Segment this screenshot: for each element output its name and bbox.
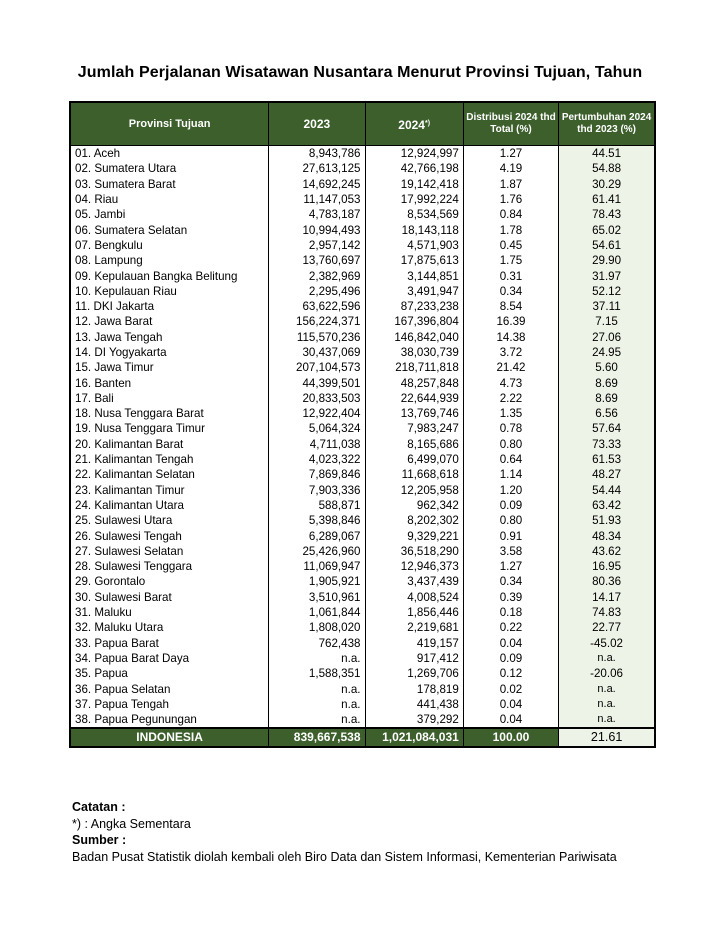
cell-2023: 7,903,336 — [269, 483, 365, 498]
cell-growth: n.a. — [559, 697, 655, 712]
header-2024-mark: *) — [424, 119, 431, 127]
cell-province: 01. Aceh — [70, 146, 269, 162]
cell-province: 16. Banten — [70, 375, 269, 390]
page-title: Jumlah Perjalanan Wisatawan Nusantara Menurut Provinsi Tujuan, Tahun — [77, 64, 643, 81]
cell-province: 11. DKI Jakarta — [70, 299, 269, 314]
cell-growth: 48.27 — [559, 467, 655, 482]
cell-province: 34. Papua Barat Daya — [70, 651, 269, 666]
cell-2024: 8,165,686 — [365, 437, 463, 452]
cell-growth: 5.60 — [559, 360, 655, 375]
table-row — [70, 712, 655, 728]
cell-2024: 1,269,706 — [365, 666, 463, 681]
cell-distribution: 0.80 — [463, 437, 558, 452]
cell-growth: n.a. — [559, 681, 655, 696]
cell-2024: 17,875,613 — [365, 253, 463, 268]
cell-province: 17. Bali — [70, 391, 269, 406]
cell-2024: 18,143,118 — [365, 222, 463, 237]
cell-2024: 11,668,618 — [365, 467, 463, 482]
cell-province: 06. Sumatera Selatan — [70, 222, 269, 237]
total-2024: 1,021,084,031 — [365, 728, 463, 747]
cell-growth: 54.88 — [559, 161, 655, 176]
cell-province: 35. Papua — [70, 666, 269, 681]
cell-province: 04. Riau — [70, 192, 269, 207]
cell-growth: 24.95 — [559, 345, 655, 360]
cell-distribution: 0.04 — [463, 697, 558, 712]
cell-distribution: 2.22 — [463, 391, 558, 406]
cell-growth: 16.95 — [559, 559, 655, 574]
cell-2023: n.a. — [269, 681, 365, 696]
sumber-text: Badan Pusat Statistik diolah kembali oleh Biro Data dan Sistem Informasi, Kementerian Pariwisata — [72, 849, 617, 864]
cell-province: 31. Maluku — [70, 605, 269, 620]
total-label: INDONESIA — [70, 728, 269, 747]
table-row — [70, 605, 655, 620]
cell-2024: 48,257,848 — [365, 375, 463, 390]
table-row — [70, 651, 655, 666]
cell-province: 22. Kalimantan Selatan — [70, 467, 269, 482]
cell-distribution: 0.09 — [463, 651, 558, 666]
table-row — [70, 483, 655, 498]
cell-growth: 37.11 — [559, 299, 655, 314]
cell-2023: 25,426,960 — [269, 544, 365, 559]
cell-growth: 78.43 — [559, 207, 655, 222]
cell-distribution: 1.75 — [463, 253, 558, 268]
cell-growth: 27.06 — [559, 330, 655, 345]
cell-growth: 8.69 — [559, 391, 655, 406]
cell-2023: 11,069,947 — [269, 559, 365, 574]
cell-2024: 218,711,818 — [365, 360, 463, 375]
cell-province: 05. Jambi — [70, 207, 269, 222]
cell-2024: 38,030,739 — [365, 345, 463, 360]
cell-2023: 5,064,324 — [269, 421, 365, 436]
cell-distribution: 0.80 — [463, 513, 558, 528]
cell-distribution: 0.09 — [463, 498, 558, 513]
cell-province: 10. Kepulauan Riau — [70, 284, 269, 299]
header-growth: Pertumbuhan 2024 thd 2023 (%) — [559, 102, 655, 146]
cell-province: 25. Sulawesi Utara — [70, 513, 269, 528]
cell-province: 19. Nusa Tenggara Timur — [70, 421, 269, 436]
cell-growth: -20.06 — [559, 666, 655, 681]
table-row — [70, 161, 655, 176]
table-row — [70, 452, 655, 467]
cell-distribution: 0.91 — [463, 528, 558, 543]
cell-province: 08. Lampung — [70, 253, 269, 268]
table-row — [70, 375, 655, 390]
cell-2023: 20,833,503 — [269, 391, 365, 406]
cell-growth: 8.69 — [559, 375, 655, 390]
cell-distribution: 0.64 — [463, 452, 558, 467]
cell-distribution: 4.73 — [463, 375, 558, 390]
cell-distribution: 21.42 — [463, 360, 558, 375]
cell-province: 36. Papua Selatan — [70, 681, 269, 696]
cell-distribution: 1.76 — [463, 192, 558, 207]
table-row — [70, 299, 655, 314]
cell-2024: 19,142,418 — [365, 177, 463, 192]
cell-2023: 44,399,501 — [269, 375, 365, 390]
cell-2023: 115,570,236 — [269, 330, 365, 345]
table-row — [70, 666, 655, 681]
table-row — [70, 238, 655, 253]
table-row — [70, 345, 655, 360]
cell-2023: n.a. — [269, 697, 365, 712]
cell-2024: 42,766,198 — [365, 161, 463, 176]
cell-distribution: 0.84 — [463, 207, 558, 222]
cell-2023: 207,104,573 — [269, 360, 365, 375]
cell-2024: 441,438 — [365, 697, 463, 712]
cell-province: 26. Sulawesi Tengah — [70, 528, 269, 543]
cell-2023: 4,783,187 — [269, 207, 365, 222]
table-row — [70, 146, 655, 162]
cell-2024: 7,983,247 — [365, 421, 463, 436]
cell-province: 32. Maluku Utara — [70, 620, 269, 635]
total-row — [70, 728, 655, 747]
cell-2024: 12,924,997 — [365, 146, 463, 162]
header-2024 — [365, 102, 463, 146]
cell-distribution: 0.04 — [463, 712, 558, 728]
cell-2024: 4,008,524 — [365, 590, 463, 605]
cell-province: 07. Bengkulu — [70, 238, 269, 253]
cell-2023: 762,438 — [269, 636, 365, 651]
cell-province: 29. Gorontalo — [70, 574, 269, 589]
cell-growth: 61.53 — [559, 452, 655, 467]
cell-2024: 36,518,290 — [365, 544, 463, 559]
table-row — [70, 406, 655, 421]
cell-2023: 8,943,786 — [269, 146, 365, 162]
cell-growth: 65.02 — [559, 222, 655, 237]
cell-2024: 12,946,373 — [365, 559, 463, 574]
cell-distribution: 1.78 — [463, 222, 558, 237]
table-row — [70, 330, 655, 345]
cell-2023: 588,871 — [269, 498, 365, 513]
cell-growth: 54.44 — [559, 483, 655, 498]
table-row — [70, 574, 655, 589]
cell-province: 30. Sulawesi Barat — [70, 590, 269, 605]
cell-2024: 962,342 — [365, 498, 463, 513]
cell-growth: 51.93 — [559, 513, 655, 528]
sumber-label: Sumber : — [72, 833, 127, 847]
cell-2023: 12,922,404 — [269, 406, 365, 421]
table-row — [70, 467, 655, 482]
cell-distribution: 0.78 — [463, 421, 558, 436]
total-distribution: 100.00 — [463, 728, 558, 747]
cell-2024: 8,202,302 — [365, 513, 463, 528]
cell-growth: 54.61 — [559, 238, 655, 253]
cell-distribution: 0.12 — [463, 666, 558, 681]
table-row — [70, 360, 655, 375]
cell-2023: 2,382,969 — [269, 268, 365, 283]
table-row — [70, 222, 655, 237]
table-row — [70, 528, 655, 543]
cell-2023: 4,711,038 — [269, 437, 365, 452]
cell-province: 24. Kalimantan Utara — [70, 498, 269, 513]
table-row — [70, 253, 655, 268]
cell-province: 27. Sulawesi Selatan — [70, 544, 269, 559]
cell-2024: 3,491,947 — [365, 284, 463, 299]
cell-2023: 1,061,844 — [269, 605, 365, 620]
cell-distribution: 1.14 — [463, 467, 558, 482]
cell-2023: 30,437,069 — [269, 345, 365, 360]
cell-2024: 6,499,070 — [365, 452, 463, 467]
cell-2024: 167,396,804 — [365, 314, 463, 329]
cell-province: 37. Papua Tengah — [70, 697, 269, 712]
cell-2023: 1,808,020 — [269, 620, 365, 635]
cell-distribution: 0.34 — [463, 574, 558, 589]
cell-2023: 10,994,493 — [269, 222, 365, 237]
cell-2024: 419,157 — [365, 636, 463, 651]
table-row — [70, 314, 655, 329]
cell-growth: 44.51 — [559, 146, 655, 162]
cell-growth: 30.29 — [559, 177, 655, 192]
cell-province: 38. Papua Pegunungan — [70, 712, 269, 728]
table-row — [70, 421, 655, 436]
cell-2024: 178,819 — [365, 681, 463, 696]
cell-2023: 3,510,961 — [269, 590, 365, 605]
cell-2023: 1,588,351 — [269, 666, 365, 681]
cell-growth: 43.62 — [559, 544, 655, 559]
cell-growth: 74.83 — [559, 605, 655, 620]
cell-2023: n.a. — [269, 651, 365, 666]
notes-section — [72, 799, 617, 865]
header-2023: 2023 — [269, 102, 365, 146]
cell-2023: n.a. — [269, 712, 365, 728]
cell-distribution: 8.54 — [463, 299, 558, 314]
cell-growth: 7.15 — [559, 314, 655, 329]
table-row — [70, 590, 655, 605]
cell-distribution: 3.58 — [463, 544, 558, 559]
cell-2024: 1,856,446 — [365, 605, 463, 620]
cell-growth: 6.56 — [559, 406, 655, 421]
cell-growth: 63.42 — [559, 498, 655, 513]
table-row — [70, 391, 655, 406]
cell-2024: 17,992,224 — [365, 192, 463, 207]
cell-distribution: 16.39 — [463, 314, 558, 329]
cell-province: 02. Sumatera Utara — [70, 161, 269, 176]
cell-distribution: 0.45 — [463, 238, 558, 253]
cell-growth: 14.17 — [559, 590, 655, 605]
cell-2023: 5,398,846 — [269, 513, 365, 528]
table-row — [70, 177, 655, 192]
cell-province: 18. Nusa Tenggara Barat — [70, 406, 269, 421]
cell-2024: 3,144,851 — [365, 268, 463, 283]
cell-province: 03. Sumatera Barat — [70, 177, 269, 192]
cell-2023: 27,613,125 — [269, 161, 365, 176]
cell-2024: 8,534,569 — [365, 207, 463, 222]
table-row — [70, 284, 655, 299]
cell-distribution: 1.35 — [463, 406, 558, 421]
cell-distribution: 0.22 — [463, 620, 558, 635]
table-row — [70, 268, 655, 283]
cell-province: 12. Jawa Barat — [70, 314, 269, 329]
header-2024-label: 2024 — [398, 117, 425, 132]
cell-growth: 31.97 — [559, 268, 655, 283]
total-2023: 839,667,538 — [269, 728, 365, 747]
table-row — [70, 207, 655, 222]
cell-distribution: 0.18 — [463, 605, 558, 620]
cell-growth: 73.33 — [559, 437, 655, 452]
cell-2023: 1,905,921 — [269, 574, 365, 589]
cell-2024: 12,205,958 — [365, 483, 463, 498]
table-row — [70, 681, 655, 696]
catatan-label: Catatan : — [72, 800, 126, 814]
header-distribution: Distribusi 2024 thd Total (%) — [463, 102, 558, 146]
cell-distribution: 0.39 — [463, 590, 558, 605]
cell-growth: 48.34 — [559, 528, 655, 543]
cell-2024: 9,329,221 — [365, 528, 463, 543]
cell-2024: 917,412 — [365, 651, 463, 666]
cell-province: 13. Jawa Tengah — [70, 330, 269, 345]
cell-2023: 14,692,245 — [269, 177, 365, 192]
cell-growth: n.a. — [559, 712, 655, 728]
cell-2024: 379,292 — [365, 712, 463, 728]
cell-province: 21. Kalimantan Tengah — [70, 452, 269, 467]
cell-growth: 80.36 — [559, 574, 655, 589]
table-row — [70, 437, 655, 452]
header-province: Provinsi Tujuan — [70, 102, 269, 146]
cell-distribution: 3.72 — [463, 345, 558, 360]
table-row — [70, 697, 655, 712]
cell-province: 14. DI Yogyakarta — [70, 345, 269, 360]
cell-province: 15. Jawa Timur — [70, 360, 269, 375]
cell-growth: 61.41 — [559, 192, 655, 207]
table-row — [70, 513, 655, 528]
cell-distribution: 1.20 — [463, 483, 558, 498]
cell-2024: 2,219,681 — [365, 620, 463, 635]
cell-distribution: 0.04 — [463, 636, 558, 651]
cell-province: 28. Sulawesi Tenggara — [70, 559, 269, 574]
cell-growth: -45.02 — [559, 636, 655, 651]
catatan-text: *) : Angka Sementara — [72, 816, 191, 831]
table-body — [70, 146, 655, 729]
tourism-table — [69, 101, 656, 748]
cell-2024: 13,769,746 — [365, 406, 463, 421]
total-growth: 21.61 — [559, 728, 655, 747]
cell-distribution: 0.31 — [463, 268, 558, 283]
cell-growth: 29.90 — [559, 253, 655, 268]
table-header-row — [70, 102, 655, 146]
cell-distribution: 1.27 — [463, 559, 558, 574]
cell-growth: 57.64 — [559, 421, 655, 436]
cell-province: 20. Kalimantan Barat — [70, 437, 269, 452]
cell-2023: 2,957,142 — [269, 238, 365, 253]
cell-distribution: 0.34 — [463, 284, 558, 299]
cell-2023: 63,622,596 — [269, 299, 365, 314]
table-row — [70, 620, 655, 635]
table-row — [70, 544, 655, 559]
cell-2023: 2,295,496 — [269, 284, 365, 299]
cell-2023: 156,224,371 — [269, 314, 365, 329]
cell-2024: 146,842,040 — [365, 330, 463, 345]
cell-2024: 22,644,939 — [365, 391, 463, 406]
cell-growth: n.a. — [559, 651, 655, 666]
cell-growth: 22.77 — [559, 620, 655, 635]
cell-2024: 87,233,238 — [365, 299, 463, 314]
table-row — [70, 192, 655, 207]
cell-2023: 7,869,846 — [269, 467, 365, 482]
cell-distribution: 1.87 — [463, 177, 558, 192]
cell-2024: 4,571,903 — [365, 238, 463, 253]
cell-province: 09. Kepulauan Bangka Belitung — [70, 268, 269, 283]
cell-province: 23. Kalimantan Timur — [70, 483, 269, 498]
cell-distribution: 0.02 — [463, 681, 558, 696]
cell-province: 33. Papua Barat — [70, 636, 269, 651]
cell-distribution: 4.19 — [463, 161, 558, 176]
cell-2023: 4,023,322 — [269, 452, 365, 467]
cell-2023: 11,147,053 — [269, 192, 365, 207]
table-row — [70, 559, 655, 574]
cell-growth: 52.12 — [559, 284, 655, 299]
cell-2023: 6,289,067 — [269, 528, 365, 543]
cell-distribution: 14.38 — [463, 330, 558, 345]
cell-2023: 13,760,697 — [269, 253, 365, 268]
table-row — [70, 498, 655, 513]
cell-distribution: 1.27 — [463, 146, 558, 162]
table-row — [70, 636, 655, 651]
cell-2024: 3,437,439 — [365, 574, 463, 589]
